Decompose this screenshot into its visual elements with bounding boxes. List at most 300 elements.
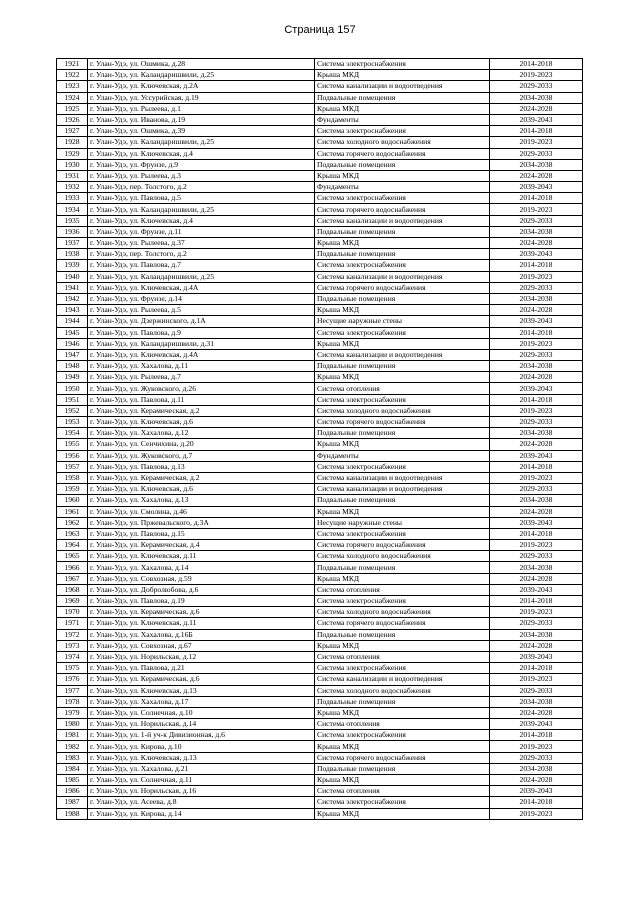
system-cell: Крыша МКД	[315, 640, 490, 651]
address-cell: г. Улан-Удэ, ул. 1-й уч-к Дивизионная, д.6	[88, 730, 315, 741]
address-cell: г. Улан-Удэ, ул. Хахалова, д.16Б	[88, 629, 315, 640]
row-number: 1958	[57, 472, 88, 483]
period-cell: 2034-2038	[490, 696, 583, 707]
system-cell: Фундаменты	[315, 182, 490, 193]
table-row	[57, 763, 583, 774]
period-cell: 2014-2018	[490, 730, 583, 741]
period-cell: 2019-2023	[490, 405, 583, 416]
address-cell: г. Улан-Удэ, ул. Павлова, д.11	[88, 394, 315, 405]
period-cell: 2019-2023	[490, 70, 583, 81]
row-number: 1957	[57, 461, 88, 472]
address-cell: г. Улан-Удэ, ул. Керамическая, д.4	[88, 540, 315, 551]
period-cell: 2039-2043	[490, 584, 583, 595]
period-cell: 2024-2028	[490, 170, 583, 181]
row-number: 1981	[57, 730, 88, 741]
table-row	[57, 226, 583, 237]
system-cell: Система горячего водоснабжения	[315, 204, 490, 215]
row-number: 1948	[57, 361, 88, 372]
row-number: 1962	[57, 517, 88, 528]
period-cell: 2024-2028	[490, 573, 583, 584]
row-number: 1960	[57, 495, 88, 506]
system-cell: Система отопления	[315, 383, 490, 394]
system-cell: Система отопления	[315, 651, 490, 662]
system-cell: Подвальные помещения	[315, 226, 490, 237]
period-cell: 2019-2023	[490, 540, 583, 551]
table-row	[57, 260, 583, 271]
row-number: 1927	[57, 126, 88, 137]
row-number: 1964	[57, 540, 88, 551]
table-row	[57, 528, 583, 539]
period-cell: 2029-2033	[490, 215, 583, 226]
system-cell: Система канализации и водоотведения	[315, 349, 490, 360]
row-number: 1963	[57, 528, 88, 539]
row-number: 1943	[57, 305, 88, 316]
period-cell: 2019-2023	[490, 137, 583, 148]
table-row	[57, 562, 583, 573]
address-cell: г. Улан-Удэ, ул. Каландаришвили, д.25	[88, 204, 315, 215]
address-cell: г. Улан-Удэ, ул. Асеева, д.8	[88, 797, 315, 808]
period-cell: 2029-2033	[490, 685, 583, 696]
row-number: 1972	[57, 629, 88, 640]
system-cell: Крыша МКД	[315, 808, 490, 819]
table-row	[57, 405, 583, 416]
system-cell: Система холодного водоснабжения	[315, 685, 490, 696]
table-row	[57, 204, 583, 215]
period-cell: 2034-2038	[490, 92, 583, 103]
address-cell: г. Улан-Удэ, ул. Дзержинского, д.1А	[88, 316, 315, 327]
address-cell: г. Улан-Удэ, ул. Кирова, д.14	[88, 808, 315, 819]
row-number: 1955	[57, 439, 88, 450]
table-row	[57, 607, 583, 618]
table-row	[57, 786, 583, 797]
system-cell: Несущие наружные стены	[315, 517, 490, 528]
table-row	[57, 316, 583, 327]
table-row	[57, 730, 583, 741]
row-number: 1966	[57, 562, 88, 573]
system-cell: Система электроснабжения	[315, 394, 490, 405]
system-cell: Крыша МКД	[315, 741, 490, 752]
address-cell: г. Улан-Удэ, ул. Павлова, д.13	[88, 461, 315, 472]
system-cell: Подвальные помещения	[315, 361, 490, 372]
table-row	[57, 640, 583, 651]
system-cell: Подвальные помещения	[315, 293, 490, 304]
row-number: 1945	[57, 327, 88, 338]
table-row	[57, 70, 583, 81]
address-cell: г. Улан-Удэ, ул. Норильская, д.14	[88, 719, 315, 730]
period-cell: 2039-2043	[490, 182, 583, 193]
system-cell: Подвальные помещения	[315, 696, 490, 707]
row-number: 1939	[57, 260, 88, 271]
table-row	[57, 417, 583, 428]
period-cell: 2029-2033	[490, 282, 583, 293]
period-cell: 2039-2043	[490, 383, 583, 394]
period-cell: 2034-2038	[490, 428, 583, 439]
table-row	[57, 327, 583, 338]
table-row	[57, 551, 583, 562]
period-cell: 2034-2038	[490, 293, 583, 304]
system-cell: Подвальные помещения	[315, 428, 490, 439]
system-cell: Система горячего водоснабжения	[315, 148, 490, 159]
system-cell: Крыша МКД	[315, 70, 490, 81]
address-cell: г. Улан-Удэ, ул. Совхозная, д.67	[88, 640, 315, 651]
table-row	[57, 170, 583, 181]
period-cell: 2014-2018	[490, 59, 583, 70]
system-cell: Крыша МКД	[315, 305, 490, 316]
address-cell: г. Улан-Удэ, пер. Толстого, д.2	[88, 182, 315, 193]
period-cell: 2039-2043	[490, 786, 583, 797]
row-number: 1926	[57, 114, 88, 125]
address-cell: г. Улан-Удэ, ул. Ошмика, д.28	[88, 59, 315, 70]
row-number: 1925	[57, 103, 88, 114]
period-cell: 2039-2043	[490, 316, 583, 327]
system-cell: Система горячего водоснабжения	[315, 417, 490, 428]
table-row	[57, 775, 583, 786]
address-cell: г. Улан-Удэ, ул. Ключевская, д.13	[88, 752, 315, 763]
period-cell: 2014-2018	[490, 327, 583, 338]
row-number: 1975	[57, 663, 88, 674]
address-cell: г. Улан-Удэ, ул. Норильская, д.12	[88, 651, 315, 662]
system-cell: Система канализации и водоотведения	[315, 271, 490, 282]
system-cell: Подвальные помещения	[315, 249, 490, 260]
table-row	[57, 797, 583, 808]
system-cell: Крыша МКД	[315, 372, 490, 383]
row-number: 1967	[57, 573, 88, 584]
address-cell: г. Улан-Удэ, ул. Павлова, д.5	[88, 193, 315, 204]
period-cell: 2024-2028	[490, 775, 583, 786]
table-row	[57, 741, 583, 752]
address-cell: г. Улан-Удэ, ул. Рылеева, д.3	[88, 170, 315, 181]
address-cell: г. Улан-Удэ, ул. Норильская, д.16	[88, 786, 315, 797]
row-number: 1931	[57, 170, 88, 181]
address-cell: г. Улан-Удэ, ул. Павлова, д.7	[88, 260, 315, 271]
period-cell: 2039-2043	[490, 114, 583, 125]
system-cell: Крыша МКД	[315, 103, 490, 114]
period-cell: 2024-2028	[490, 372, 583, 383]
period-cell: 2029-2033	[490, 484, 583, 495]
period-cell: 2039-2043	[490, 249, 583, 260]
address-cell: г. Улан-Удэ, ул. Павлова, д.15	[88, 528, 315, 539]
address-cell: г. Улан-Удэ, ул. Уссурийская, д.19	[88, 92, 315, 103]
period-cell: 2034-2038	[490, 159, 583, 170]
period-cell: 2029-2033	[490, 349, 583, 360]
address-cell: г. Улан-Удэ, ул. Фрунзе, д.11	[88, 226, 315, 237]
row-number: 1976	[57, 674, 88, 685]
system-cell: Система горячего водоснабжения	[315, 618, 490, 629]
row-number: 1953	[57, 417, 88, 428]
system-cell: Система электроснабжения	[315, 663, 490, 674]
table-row	[57, 137, 583, 148]
period-cell: 2014-2018	[490, 394, 583, 405]
address-cell: г. Улан-Удэ, ул. Совхозная, д.59	[88, 573, 315, 584]
period-cell: 2019-2023	[490, 674, 583, 685]
row-number: 1932	[57, 182, 88, 193]
address-cell: г. Улан-Удэ, ул. Жуковского, д.26	[88, 383, 315, 394]
address-cell: г. Улан-Удэ, ул. Жуковского, д.7	[88, 450, 315, 461]
address-cell: г. Улан-Удэ, ул. Ключевская, д.2А	[88, 81, 315, 92]
system-cell: Система горячего водоснабжения	[315, 282, 490, 293]
table-row	[57, 182, 583, 193]
period-cell: 2014-2018	[490, 193, 583, 204]
row-number: 1965	[57, 551, 88, 562]
system-cell: Система электроснабжения	[315, 327, 490, 338]
period-cell: 2024-2028	[490, 238, 583, 249]
address-cell: г. Улан-Удэ, ул. Павлова, д.21	[88, 663, 315, 674]
period-cell: 2039-2043	[490, 651, 583, 662]
row-number: 1984	[57, 763, 88, 774]
address-cell: г. Улан-Удэ, ул. Ключевская, д.6	[88, 484, 315, 495]
system-cell: Система холодного водоснабжения	[315, 405, 490, 416]
row-number: 1970	[57, 607, 88, 618]
system-cell: Система электроснабжения	[315, 461, 490, 472]
period-cell: 2039-2043	[490, 517, 583, 528]
table-row	[57, 651, 583, 662]
address-cell: г. Улан-Удэ, ул. Рылеева, д.37	[88, 238, 315, 249]
address-cell: г. Улан-Удэ, ул. Керамическая, д.2	[88, 472, 315, 483]
system-cell: Система отопления	[315, 719, 490, 730]
address-cell: г. Улан-Удэ, ул. Фрунзе, д.14	[88, 293, 315, 304]
table-row	[57, 517, 583, 528]
row-number: 1961	[57, 506, 88, 517]
row-number: 1954	[57, 428, 88, 439]
system-cell: Крыша МКД	[315, 506, 490, 517]
period-cell: 2029-2033	[490, 417, 583, 428]
row-number: 1941	[57, 282, 88, 293]
address-cell: г. Улан-Удэ, ул. Смолина, д.46	[88, 506, 315, 517]
system-cell: Подвальные помещения	[315, 92, 490, 103]
system-cell: Система канализации и водоотведения	[315, 674, 490, 685]
row-number: 1946	[57, 338, 88, 349]
table-row	[57, 573, 583, 584]
address-cell: г. Улан-Удэ, ул. Кирова, д.10	[88, 741, 315, 752]
table-row	[57, 439, 583, 450]
table-row	[57, 92, 583, 103]
system-cell: Система канализации и водоотведения	[315, 484, 490, 495]
address-cell: г. Улан-Удэ, ул. Каландаришвили, д.25	[88, 70, 315, 81]
row-number: 1944	[57, 316, 88, 327]
system-cell: Система электроснабжения	[315, 260, 490, 271]
period-cell: 2024-2028	[490, 707, 583, 718]
system-cell: Подвальные помещения	[315, 159, 490, 170]
period-cell: 2014-2018	[490, 126, 583, 137]
system-cell: Система электроснабжения	[315, 59, 490, 70]
row-number: 1929	[57, 148, 88, 159]
address-cell: г. Улан-Удэ, ул. Керамическая, д.6	[88, 607, 315, 618]
address-cell: г. Улан-Удэ, ул. Хахалова, д.13	[88, 495, 315, 506]
system-cell: Система электроснабжения	[315, 193, 490, 204]
table-row	[57, 618, 583, 629]
table-row	[57, 506, 583, 517]
address-cell: г. Улан-Удэ, ул. Павлова, д.19	[88, 596, 315, 607]
row-number: 1983	[57, 752, 88, 763]
address-cell: г. Улан-Удэ, ул. Рылеева, д.5	[88, 305, 315, 316]
address-cell: г. Улан-Удэ, ул. Хахалова, д.17	[88, 696, 315, 707]
system-cell: Система холодного водоснабжения	[315, 607, 490, 618]
address-cell: г. Улан-Удэ, ул. Иванова, д.19	[88, 114, 315, 125]
table-row	[57, 584, 583, 595]
row-number: 1942	[57, 293, 88, 304]
table-row	[57, 394, 583, 405]
repair-schedule-table	[56, 58, 583, 820]
row-number: 1950	[57, 383, 88, 394]
row-number: 1930	[57, 159, 88, 170]
period-cell: 2029-2033	[490, 81, 583, 92]
address-cell: г. Улан-Удэ, ул. Пржевальского, д.3А	[88, 517, 315, 528]
table-row	[57, 472, 583, 483]
period-cell: 2024-2028	[490, 103, 583, 114]
system-cell: Крыша МКД	[315, 775, 490, 786]
system-cell: Крыша МКД	[315, 573, 490, 584]
system-cell: Фундаменты	[315, 450, 490, 461]
system-cell: Крыша МКД	[315, 338, 490, 349]
table-row	[57, 114, 583, 125]
row-number: 1935	[57, 215, 88, 226]
address-cell: г. Улан-Удэ, ул. Солнечная, д.10	[88, 707, 315, 718]
system-cell: Система холодного водоснабжения	[315, 137, 490, 148]
address-cell: г. Улан-Удэ, ул. Сенчихина, д.20	[88, 439, 315, 450]
row-number: 1986	[57, 786, 88, 797]
system-cell: Система электроснабжения	[315, 528, 490, 539]
address-cell: г. Улан-Удэ, ул. Каландаришвили, д.31	[88, 338, 315, 349]
table-row	[57, 752, 583, 763]
period-cell: 2034-2038	[490, 495, 583, 506]
address-cell: г. Улан-Удэ, ул. Ключевская, д.6	[88, 417, 315, 428]
system-cell: Несущие наружные стены	[315, 316, 490, 327]
table-row	[57, 293, 583, 304]
address-cell: г. Улан-Удэ, ул. Ключевская, д.4	[88, 148, 315, 159]
address-cell: г. Улан-Удэ, ул. Фрунзе, д.9	[88, 159, 315, 170]
system-cell: Крыша МКД	[315, 170, 490, 181]
table-row	[57, 383, 583, 394]
system-cell: Система отопления	[315, 786, 490, 797]
system-cell: Система электроснабжения	[315, 797, 490, 808]
period-cell: 2019-2023	[490, 741, 583, 752]
period-cell: 2014-2018	[490, 797, 583, 808]
table-row	[57, 484, 583, 495]
period-cell: 2024-2028	[490, 305, 583, 316]
table-row	[57, 361, 583, 372]
period-cell: 2024-2028	[490, 640, 583, 651]
system-cell: Подвальные помещения	[315, 763, 490, 774]
table-row	[57, 159, 583, 170]
row-number: 1928	[57, 137, 88, 148]
system-cell: Крыша МКД	[315, 707, 490, 718]
row-number: 1921	[57, 59, 88, 70]
table-row	[57, 305, 583, 316]
address-cell: г. Улан-Удэ, ул. Ключевская, д.13	[88, 685, 315, 696]
row-number: 1938	[57, 249, 88, 260]
system-cell: Крыша МКД	[315, 238, 490, 249]
system-cell: Система горячего водоснабжения	[315, 540, 490, 551]
period-cell: 2039-2043	[490, 719, 583, 730]
period-cell: 2014-2018	[490, 528, 583, 539]
address-cell: г. Улан-Удэ, ул. Добролюбова, д.6	[88, 584, 315, 595]
system-cell: Подвальные помещения	[315, 562, 490, 573]
system-cell: Система отопления	[315, 584, 490, 595]
address-cell: г. Улан-Удэ, ул. Хахалова, д.11	[88, 361, 315, 372]
address-cell: г. Улан-Удэ, ул. Ключевская, д.4	[88, 215, 315, 226]
address-cell: г. Улан-Удэ, ул. Керамическая, д.2	[88, 405, 315, 416]
address-cell: г. Улан-Удэ, ул. Хахалова, д.12	[88, 428, 315, 439]
system-cell: Крыша МКД	[315, 439, 490, 450]
table-row	[57, 148, 583, 159]
table-row	[57, 215, 583, 226]
table-row	[57, 282, 583, 293]
row-number: 1977	[57, 685, 88, 696]
address-cell: г. Улан-Удэ, ул. Солнечная, д.11	[88, 775, 315, 786]
address-cell: г. Улан-Удэ, ул. Каландаришвили, д.25	[88, 137, 315, 148]
address-cell: г. Улан-Удэ, ул. Ошмика, д.39	[88, 126, 315, 137]
row-number: 1987	[57, 797, 88, 808]
system-cell: Система электроснабжения	[315, 596, 490, 607]
table-row	[57, 596, 583, 607]
system-cell: Система электроснабжения	[315, 126, 490, 137]
table-row	[57, 59, 583, 70]
system-cell: Система канализации и водоотведения	[315, 215, 490, 226]
row-number: 1924	[57, 92, 88, 103]
table-row	[57, 372, 583, 383]
row-number: 1923	[57, 81, 88, 92]
table-row	[57, 808, 583, 819]
table-row	[57, 707, 583, 718]
row-number: 1936	[57, 226, 88, 237]
system-cell: Фундаменты	[315, 114, 490, 125]
row-number: 1988	[57, 808, 88, 819]
address-cell: г. Улан-Удэ, ул. Ключевская, д.4А	[88, 349, 315, 360]
period-cell: 2014-2018	[490, 461, 583, 472]
address-cell: г. Улан-Удэ, ул. Керамическая, д.6	[88, 674, 315, 685]
row-number: 1959	[57, 484, 88, 495]
period-cell: 2019-2023	[490, 472, 583, 483]
row-number: 1978	[57, 696, 88, 707]
period-cell: 2019-2023	[490, 338, 583, 349]
address-cell: г. Улан-Удэ, ул. Рылеева, д.1	[88, 103, 315, 114]
period-cell: 2034-2038	[490, 361, 583, 372]
period-cell: 2029-2033	[490, 618, 583, 629]
row-number: 1951	[57, 394, 88, 405]
table-row	[57, 461, 583, 472]
row-number: 1968	[57, 584, 88, 595]
row-number: 1947	[57, 349, 88, 360]
table-row	[57, 193, 583, 204]
period-cell: 2019-2023	[490, 607, 583, 618]
row-number: 1933	[57, 193, 88, 204]
table-row	[57, 103, 583, 114]
period-cell: 2039-2043	[490, 450, 583, 461]
period-cell: 2024-2028	[490, 506, 583, 517]
table-row	[57, 81, 583, 92]
row-number: 1956	[57, 450, 88, 461]
row-number: 1974	[57, 651, 88, 662]
row-number: 1971	[57, 618, 88, 629]
system-cell: Система горячего водоснабжения	[315, 752, 490, 763]
system-cell: Подвальные помещения	[315, 629, 490, 640]
address-cell: г. Улан-Удэ, ул. Ключевская, д.4А	[88, 282, 315, 293]
system-cell: Система канализации и водоотведения	[315, 81, 490, 92]
period-cell: 2019-2023	[490, 808, 583, 819]
row-number: 1979	[57, 707, 88, 718]
system-cell: Система холодного водоснабжения	[315, 551, 490, 562]
row-number: 1982	[57, 741, 88, 752]
address-cell: г. Улан-Удэ, ул. Каландаришвили, д.25	[88, 271, 315, 282]
row-number: 1934	[57, 204, 88, 215]
row-number: 1940	[57, 271, 88, 282]
period-cell: 2014-2018	[490, 663, 583, 674]
address-cell: г. Улан-Удэ, ул. Ключевская, д.11	[88, 618, 315, 629]
address-cell: г. Улан-Удэ, ул. Хахалова, д.21	[88, 763, 315, 774]
table-row	[57, 126, 583, 137]
table-body	[57, 59, 583, 820]
system-cell: Подвальные помещения	[315, 495, 490, 506]
